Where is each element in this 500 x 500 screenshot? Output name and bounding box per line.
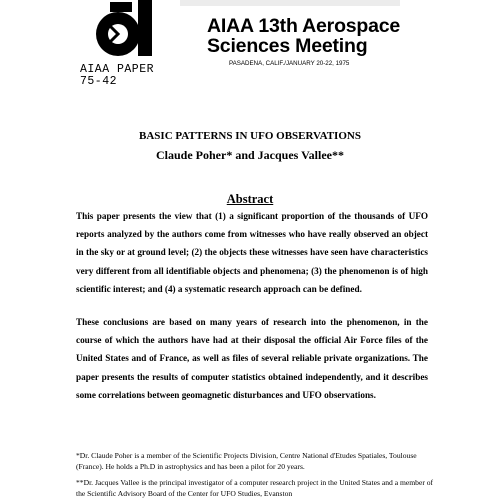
meeting-title [207,16,407,56]
paper-identifier [80,64,154,88]
meeting-location: PASADENA, CALIF./JANUARY 20-22, 1975 [229,60,350,67]
meeting-title-line-2: Sciences Meeting [207,35,368,57]
paper-label: AIAA PAPER [80,63,155,76]
abstract-paragraph-2: These conclusions are based on many years of research into the phenomenon, in the course of which the authors have had at their disposal the official Air Force files of the United States and of France, as well as files of several reliable private organizations. The paper presents the results of computer statistics obtained independently, and it describes some correlations between geomagnetic disturbances and UFO observations. [76,317,428,400]
paper-authors: Claude Poher* and Jacques Vallee** [155,148,344,162]
header-band [180,0,400,6]
footnote-poher: *Dr. Claude Poher is a member of the Scientific Projects Division, Centre National d'Etudes Spatiales, Toulouse (France). He holds a Ph.D in astrophysics and has been a pilot for 20 years. [76,451,417,471]
abstract-heading-text: Abstract [226,192,274,206]
footnote-vallee: **Dr. Jacques Vallee is the principal investigator of a computer research project in the United States and a member of the Scientific Advisory Board of the Center for UFO Studies, Evanston [76,478,434,498]
meeting-title-line-1: AIAA 13th Aerospace [207,15,401,37]
aiaa-logo-icon [88,0,162,60]
paper-title: BASIC PATTERNS IN UFO OBSERVATIONS [139,130,361,142]
abstract-heading [0,192,500,207]
abstract-paragraph-1: This paper presents the view that (1) a significant proportion of the thousands of UFO reports analyzed by the authors come from witnesses who have really observed an object in the sky or at ground level; (2) the objects these witnesses have seen have characteristics very different from all identifiable objects and phenomena; (3) the phenomenon is of high scientific interest; and (4) a systematic research approach can be defined. [76,211,428,294]
paper-number: 75-42 [80,75,118,88]
